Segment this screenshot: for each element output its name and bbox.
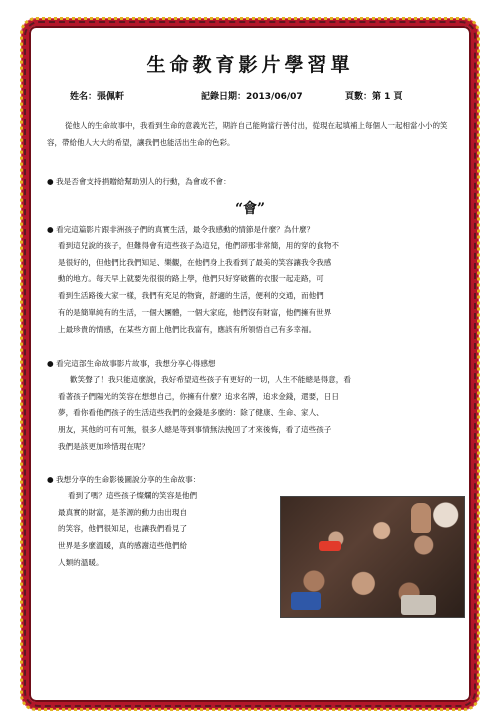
question-3-answer bbox=[58, 372, 351, 456]
question-4-text: 我想分享的生命影後圖說分享的生命故事： bbox=[56, 475, 201, 484]
answer-line: 看到了嗎？這些孩子燦爛的笑容是他們 bbox=[68, 491, 198, 500]
question-4 bbox=[47, 472, 462, 488]
bullet-icon: ● bbox=[47, 177, 54, 186]
answer-line: 上最珍貴的情感，在某些方面上他們比我富有，應該有所領悟自己有多幸福。 bbox=[58, 324, 317, 334]
answer-line: 看到生活路後大家一樣，我們有充足的物資，舒適的生活，便利的交通，而他們 bbox=[58, 291, 324, 301]
answer-line: 的笑容，他們很知足，也讓我們看見了 bbox=[58, 524, 188, 534]
intro-paragraph: 從他人的生命故事中，我看到生命的意義光芒，期許自己能夠當行善付出，從現在起填補上每個人一起相當小小的笑容，帶給他人大大的希望，讓我們也能活出生命的色彩。 bbox=[47, 121, 448, 147]
answer-line: 有的是簡單純有的生活，一個大團體，一個大家庭，他們沒有財富，他們擁有世界 bbox=[58, 307, 332, 317]
answer-line: 世界是多麼溫暖，真的感謝這些他們給 bbox=[58, 541, 188, 551]
white-shirt bbox=[401, 595, 436, 615]
answer-line: 朋友，其他的可有可無，很多人總是等到事情無法挽回了才來後悔，看了這些孩子 bbox=[58, 425, 332, 435]
answer-line: 是很好的，但他們比我們知足、樂觀，在他們身上我看到了最美的笑容讓我令我感 bbox=[58, 257, 332, 267]
answer-line: 看到這兒說的孩子，但難得會有這些孩子為這兒，他們卻那非常簡，用的穿的食物不 bbox=[58, 241, 339, 250]
raised-hand bbox=[411, 503, 431, 533]
question-2 bbox=[47, 222, 462, 238]
record-date: 記錄日期：2013/06/07 bbox=[201, 92, 303, 102]
question-3-text: 看完這部生命故事影片故事，我想分享心得感想 bbox=[56, 359, 216, 368]
answer-line: 人類的溫暖。 bbox=[58, 557, 104, 567]
red-shirt bbox=[319, 541, 341, 551]
question-2-text: 看完這篇影片跟非洲孩子們的真實生活，最令我感動的情節是什麼？為什麼？ bbox=[56, 225, 315, 234]
answer-line: 動的地方。每天早上就要先很很的路上學，他們只好穿破舊的衣服一起走路，可 bbox=[58, 274, 324, 284]
bullet-icon: ● bbox=[47, 359, 54, 368]
blue-shirt bbox=[291, 592, 321, 610]
answer-line: 夢，看你看他們孩子的生活這些我們的金錢是多麼的：除了健康、生命、家人、 bbox=[58, 408, 324, 418]
question-1 bbox=[47, 174, 462, 190]
question-2-answer bbox=[58, 238, 339, 338]
student-name: 姓名：張佩軒 bbox=[70, 92, 125, 102]
answer-line: 歡笑聲了！我只能這麼說，我好希望這些孩子有更好的一切，人生不能總是得意，看 bbox=[70, 375, 351, 384]
bullet-icon: ● bbox=[47, 225, 54, 234]
page-title: 生命教育影片學習單 bbox=[146, 54, 354, 76]
answer-line: 我們是該更加珍惜現在呢？ bbox=[58, 441, 150, 451]
question-4-answer bbox=[58, 488, 263, 572]
question-1-answer: “會” bbox=[234, 201, 266, 217]
answer-line: 最真實的財富，是茶源的動力由出現自 bbox=[58, 507, 188, 517]
page-number: 頁數：第 1 頁 bbox=[345, 92, 403, 102]
question-3 bbox=[47, 356, 462, 372]
question-1-text: 我是否會支持捐贈給幫助別人的行動，為會或不會： bbox=[56, 177, 231, 186]
answer-line: 看著孩子們陽光的笑容在想想自己，你擁有什麼？追求名牌，追求金錢，還要，日日 bbox=[58, 391, 339, 401]
bullet-icon: ● bbox=[47, 475, 54, 484]
children-photo bbox=[280, 496, 465, 618]
